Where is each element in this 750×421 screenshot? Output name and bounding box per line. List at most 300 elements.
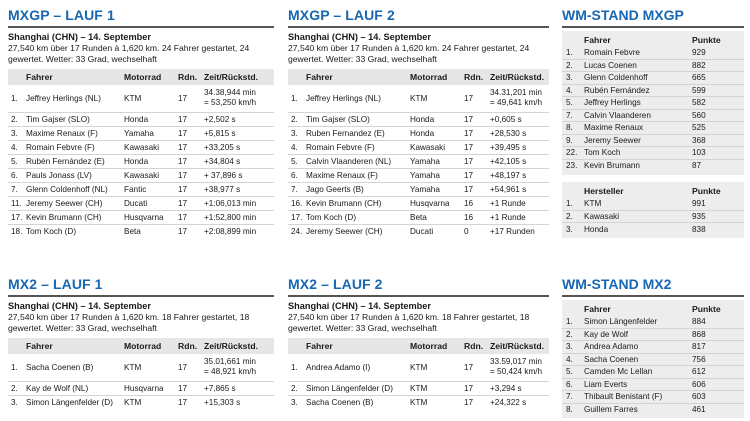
position-cell: 2. xyxy=(11,115,18,124)
time-value: 33.59,017 min xyxy=(490,357,542,367)
mx2-lauf1-rows xyxy=(8,354,274,410)
time-cell xyxy=(204,197,274,211)
time-value: +28,530 s xyxy=(490,129,527,138)
rider-cell: Jeffrey Herlings (NL) xyxy=(306,93,381,103)
name-cell: Maxime Renaux xyxy=(584,123,644,133)
mxgp-lauf2-info: 27,540 km über 17 Runden à 1,620 km. 24 Fahrer gestartet, 24 gewertet. Wetter: 33 Grad, wechselhaft xyxy=(288,42,530,64)
time-cell xyxy=(204,382,274,396)
position-cell: 7. xyxy=(566,392,573,402)
time-value: +34,804 s xyxy=(204,157,241,166)
standings-row xyxy=(562,210,744,223)
bike-cell: KTM xyxy=(410,398,428,408)
position-cell: 1. xyxy=(566,199,573,208)
time-cell xyxy=(204,225,274,239)
bike-cell: Ducati xyxy=(124,199,148,208)
time-cell xyxy=(490,211,549,225)
name-cell: KTM xyxy=(584,199,602,208)
time-value: +1 Runde xyxy=(490,199,526,208)
standings-row xyxy=(562,391,744,404)
col-rdn: Rdn. xyxy=(178,340,198,351)
time-cell xyxy=(204,85,274,113)
col-hersteller: Hersteller xyxy=(584,185,624,196)
position-cell: 2. xyxy=(566,60,573,70)
rider-cell: Jeremy Seewer (CH) xyxy=(26,199,103,208)
table-row xyxy=(8,225,274,239)
table-row xyxy=(8,382,274,396)
laps-cell: 17 xyxy=(464,362,474,372)
divider xyxy=(288,295,549,297)
table-row xyxy=(288,113,549,127)
col-punkte: Punkte xyxy=(692,303,721,314)
mx2-lauf2-title: MX2 – LAUF 2 xyxy=(288,276,383,292)
time-value: +24,322 s xyxy=(490,398,527,408)
position-cell: 3. xyxy=(566,224,573,234)
bike-cell: Kawasaki xyxy=(410,143,446,152)
time-cell xyxy=(204,354,274,382)
position-cell: 5. xyxy=(566,98,573,108)
mx2-lauf1-location: Shanghai (CHN) – 14. September xyxy=(8,300,151,311)
time-value: +1 Runde xyxy=(490,213,526,222)
panel-mx2-lauf1 xyxy=(8,276,274,410)
laps-cell: 17 xyxy=(464,398,474,408)
time-cell xyxy=(204,127,274,141)
time-value: +17 Runden xyxy=(490,227,535,237)
divider xyxy=(562,295,744,297)
col-fahrer: Fahrer xyxy=(584,34,611,45)
standings-row xyxy=(562,147,744,160)
mx2-lauf2-location: Shanghai (CHN) – 14. September xyxy=(288,300,431,311)
bike-cell: Yamaha xyxy=(410,185,440,194)
col-motorrad: Motorrad xyxy=(124,340,162,351)
position-cell: 6. xyxy=(566,379,573,389)
time-value: +3,294 s xyxy=(490,384,522,393)
rider-cell: Simon Längenfelder (D) xyxy=(306,384,393,393)
rider-cell: Sacha Coenen (B) xyxy=(306,398,374,408)
panel-wm-stand-mx2 xyxy=(562,276,744,418)
position-cell: 2. xyxy=(566,329,573,339)
time-value: +33,205 s xyxy=(204,143,241,152)
bike-cell: KTM xyxy=(124,362,142,372)
mxgp-lauf2-location: Shanghai (CHN) – 14. September xyxy=(288,31,431,42)
time-cell xyxy=(204,155,274,169)
position-cell: 22. xyxy=(566,148,578,158)
bike-cell: Beta xyxy=(124,227,141,237)
rider-cell: Simon Längenfelder (D) xyxy=(26,398,113,408)
table-row xyxy=(8,113,274,127)
table-row xyxy=(8,183,274,197)
table-header-row xyxy=(288,338,549,354)
table-row xyxy=(8,141,274,155)
col-zeit: Zeit/Rückstd. xyxy=(490,71,544,82)
laps-cell: 17 xyxy=(464,171,474,180)
position-cell: 9. xyxy=(566,135,573,145)
time-cell xyxy=(490,85,549,113)
laps-cell: 17 xyxy=(178,227,188,237)
bike-cell: KTM xyxy=(124,398,142,408)
rider-cell: Kevin Brumann (CH) xyxy=(306,199,382,208)
standings-row xyxy=(562,341,744,354)
time-value: +48,197 s xyxy=(490,171,527,180)
name-cell: Kawasaki xyxy=(584,211,620,221)
name-cell: Rubén Fernández xyxy=(584,85,650,95)
time-cell xyxy=(490,141,549,155)
position-cell: 2. xyxy=(566,211,573,221)
points-cell: 603 xyxy=(692,392,706,402)
position-cell: 23. xyxy=(566,161,578,170)
name-cell: Tom Koch xyxy=(584,148,621,158)
divider xyxy=(562,26,744,28)
time-cell xyxy=(204,396,274,410)
name-cell: Honda xyxy=(584,224,609,234)
table-header-row xyxy=(562,33,744,47)
col-rdn: Rdn. xyxy=(178,71,198,82)
rider-cell: Romain Febvre (F) xyxy=(26,143,95,152)
table-row xyxy=(288,183,549,197)
wm-mxgp-box xyxy=(562,31,744,175)
time-cell xyxy=(204,169,274,183)
bike-cell: KTM xyxy=(410,384,428,393)
time-cell xyxy=(204,183,274,197)
col-fahrer: Fahrer xyxy=(26,340,53,351)
points-cell: 756 xyxy=(692,354,706,364)
points-cell: 882 xyxy=(692,60,706,70)
col-punkte: Punkte xyxy=(692,34,721,45)
position-cell: 3. xyxy=(566,73,573,83)
panel-wm-stand-mxgp xyxy=(562,7,744,238)
table-row xyxy=(8,211,274,225)
name-cell: Camden Mc Lellan xyxy=(584,367,653,377)
bike-cell: KTM xyxy=(410,362,428,372)
position-cell: 2. xyxy=(11,384,18,393)
time-value: +1:52,800 min xyxy=(204,213,257,222)
name-cell: Guillem Farres xyxy=(584,405,638,414)
time-cell xyxy=(204,113,274,127)
position-cell: 11. xyxy=(11,199,22,208)
col-fahrer: Fahrer xyxy=(584,303,611,314)
mxgp-lauf2-title: MXGP – LAUF 2 xyxy=(288,7,395,23)
rider-cell: Jeffrey Herlings (NL) xyxy=(26,93,101,103)
time-value: +39,495 s xyxy=(490,143,527,152)
points-cell: 560 xyxy=(692,110,706,120)
laps-cell: 17 xyxy=(178,171,188,180)
name-cell: Glenn Coldenhoff xyxy=(584,73,648,83)
laps-cell: 17 xyxy=(178,185,188,194)
rider-cell: Romain Febvre (F) xyxy=(306,143,375,152)
points-cell: 868 xyxy=(692,329,706,339)
mxgp-lauf2-table xyxy=(288,69,549,239)
speed-value: = 48,921 km/h xyxy=(204,367,257,377)
table-row xyxy=(288,211,549,225)
laps-cell: 17 xyxy=(464,93,474,103)
name-cell: Sacha Coenen xyxy=(584,354,639,364)
rider-cell: Maxime Renaux (F) xyxy=(306,171,378,180)
position-cell: 7. xyxy=(11,185,18,194)
table-row xyxy=(8,354,274,382)
standings-row xyxy=(562,378,744,391)
position-cell: 5. xyxy=(291,157,298,166)
time-cell xyxy=(490,155,549,169)
wm-mxgp-hersteller-box xyxy=(562,182,744,239)
time-cell xyxy=(490,169,549,183)
time-value: + 37,896 s xyxy=(204,171,243,180)
wm-mxgp-hersteller-rows xyxy=(562,198,744,236)
position-cell: 7. xyxy=(291,185,298,194)
points-cell: 612 xyxy=(692,367,706,377)
table-row xyxy=(8,396,274,410)
position-cell: 17. xyxy=(11,213,23,222)
bike-cell: Husqvarna xyxy=(410,199,450,208)
points-cell: 599 xyxy=(692,85,706,95)
position-cell: 2. xyxy=(291,384,298,393)
name-cell: Romain Febvre xyxy=(584,48,640,57)
col-rdn: Rdn. xyxy=(464,71,484,82)
bike-cell: KTM xyxy=(410,93,428,103)
time-value: +38,977 s xyxy=(204,185,241,194)
position-cell: 16. xyxy=(291,199,303,208)
bike-cell: Honda xyxy=(124,157,149,166)
mx2-lauf1-title: MX2 – LAUF 1 xyxy=(8,276,103,292)
laps-cell: 17 xyxy=(464,129,474,138)
rider-cell: Sacha Coenen (B) xyxy=(26,362,94,372)
points-cell: 606 xyxy=(692,379,706,389)
time-cell xyxy=(490,197,549,211)
laps-cell: 17 xyxy=(464,384,474,393)
position-cell: 4. xyxy=(291,143,298,152)
position-cell: 5. xyxy=(11,157,18,166)
position-cell: 5. xyxy=(566,367,573,377)
col-punkte: Punkte xyxy=(692,185,721,196)
position-cell: 1. xyxy=(291,362,298,372)
name-cell: Liam Everts xyxy=(584,379,628,389)
position-cell: 6. xyxy=(291,171,298,180)
time-value: +42,105 s xyxy=(490,157,527,166)
table-header-row xyxy=(8,338,274,354)
col-motorrad: Motorrad xyxy=(410,340,448,351)
standings-row xyxy=(562,72,744,85)
position-cell: 24. xyxy=(291,227,303,237)
bike-cell: Yamaha xyxy=(124,129,154,138)
bike-cell: Kawasaki xyxy=(124,171,160,180)
table-row xyxy=(288,197,549,211)
time-cell xyxy=(490,396,549,410)
name-cell: Jeremy Seewer xyxy=(584,135,641,145)
table-header-row xyxy=(288,69,549,85)
position-cell: 7. xyxy=(566,110,573,120)
time-value: 34.38,944 min xyxy=(204,88,256,98)
position-cell: 8. xyxy=(566,123,573,133)
standings-row xyxy=(562,84,744,97)
position-cell: 3. xyxy=(11,129,18,138)
time-cell xyxy=(490,382,549,396)
standings-row xyxy=(562,198,744,211)
points-cell: 665 xyxy=(692,73,706,83)
points-cell: 461 xyxy=(692,405,706,414)
laps-cell: 17 xyxy=(178,213,188,222)
name-cell: Calvin Vlaanderen xyxy=(584,110,651,120)
col-fahrer: Fahrer xyxy=(26,71,53,82)
table-row xyxy=(8,85,274,113)
mxgp-lauf1-table xyxy=(8,69,274,239)
standings-row xyxy=(562,223,744,236)
laps-cell: 17 xyxy=(178,143,188,152)
divider xyxy=(8,26,274,28)
bike-cell: Kawasaki xyxy=(124,143,160,152)
mx2-lauf2-rows xyxy=(288,354,549,410)
laps-cell: 16 xyxy=(464,213,474,222)
standings-row xyxy=(562,122,744,135)
time-cell xyxy=(204,211,274,225)
col-rdn: Rdn. xyxy=(464,340,484,351)
position-cell: 4. xyxy=(566,85,573,95)
wm-mx2-rows xyxy=(562,316,744,416)
col-fahrer: Fahrer xyxy=(306,71,333,82)
laps-cell: 17 xyxy=(464,115,474,124)
points-cell: 838 xyxy=(692,224,706,234)
rider-cell: Jago Geerts (B) xyxy=(306,185,364,194)
points-cell: 929 xyxy=(692,48,706,57)
wm-mxgp-hersteller-table xyxy=(562,184,744,236)
time-value: +2:08,899 min xyxy=(204,227,257,237)
time-cell xyxy=(490,183,549,197)
name-cell: Kay de Wolf xyxy=(584,329,628,339)
laps-cell: 16 xyxy=(464,199,474,208)
col-zeit: Zeit/Rückstd. xyxy=(204,71,258,82)
position-cell: 3. xyxy=(11,398,18,408)
wm-mxgp-title: WM-STAND MXGP xyxy=(562,7,684,23)
points-cell: 817 xyxy=(692,342,706,352)
laps-cell: 17 xyxy=(178,157,188,166)
table-row xyxy=(288,225,549,239)
divider xyxy=(8,295,274,297)
mx2-lauf2-table xyxy=(288,338,549,410)
laps-cell: 17 xyxy=(178,115,188,124)
bike-cell: Honda xyxy=(124,115,149,124)
position-cell: 1. xyxy=(291,93,298,103)
table-row xyxy=(288,169,549,183)
table-row xyxy=(8,155,274,169)
position-cell: 17. xyxy=(291,213,303,222)
name-cell: Jeffrey Herlings xyxy=(584,98,641,108)
points-cell: 884 xyxy=(692,317,706,326)
standings-row xyxy=(562,316,744,329)
laps-cell: 0 xyxy=(464,227,469,237)
wm-mx2-title: WM-STAND MX2 xyxy=(562,276,672,292)
time-value: +54,961 s xyxy=(490,185,527,194)
rider-cell: Andrea Adamo (I) xyxy=(306,362,371,372)
bike-cell: Yamaha xyxy=(410,171,440,180)
position-cell: 4. xyxy=(11,143,18,152)
table-row xyxy=(288,141,549,155)
laps-cell: 17 xyxy=(178,199,188,208)
time-value: 35.01,661 min xyxy=(204,357,256,367)
standings-row xyxy=(562,47,744,60)
table-row xyxy=(288,127,549,141)
col-zeit: Zeit/Rückstd. xyxy=(490,340,544,351)
col-motorrad: Motorrad xyxy=(410,71,448,82)
name-cell: Simon Längenfelder xyxy=(584,317,658,326)
time-cell xyxy=(490,113,549,127)
bike-cell: Fantic xyxy=(124,185,147,194)
points-cell: 582 xyxy=(692,98,706,108)
panel-mxgp-lauf1 xyxy=(8,7,274,239)
bike-cell: Ducati xyxy=(410,227,434,237)
rider-cell: Kevin Brumann (CH) xyxy=(26,213,102,222)
speed-value: = 53,250 km/h xyxy=(204,98,257,108)
mxgp-lauf1-rows xyxy=(8,85,274,239)
wm-mx2-table xyxy=(562,302,744,416)
time-cell xyxy=(490,127,549,141)
name-cell: Kevin Brumann xyxy=(584,161,640,170)
rider-cell: Calvin Vlaanderen (NL) xyxy=(306,157,392,166)
rider-cell: Tom Koch (D) xyxy=(26,227,77,237)
mxgp-lauf2-rows xyxy=(288,85,549,239)
standings-row xyxy=(562,159,744,172)
rider-cell: Tom Koch (D) xyxy=(306,213,357,222)
table-row xyxy=(288,354,549,382)
time-value: +2,502 s xyxy=(204,115,236,124)
time-value: +5,815 s xyxy=(204,129,236,138)
standings-row xyxy=(562,353,744,366)
rider-cell: Kay de Wolf (NL) xyxy=(26,384,89,393)
mx2-lauf1-table xyxy=(8,338,274,410)
wm-mxgp-rows xyxy=(562,47,744,172)
time-value: +1:06,013 min xyxy=(204,199,257,208)
rider-cell: Rubén Fernández (E) xyxy=(26,157,105,166)
mxgp-lauf1-title: MXGP – LAUF 1 xyxy=(8,7,115,23)
table-header-row xyxy=(8,69,274,85)
standings-row xyxy=(562,366,744,379)
points-cell: 103 xyxy=(692,148,706,158)
rider-cell: Pauls Jonass (LV) xyxy=(26,171,92,180)
table-row xyxy=(288,396,549,410)
name-cell: Lucas Coenen xyxy=(584,60,637,70)
rider-cell: Glenn Coldenhoff (NL) xyxy=(26,185,108,194)
time-value: +7,865 s xyxy=(204,384,236,393)
time-cell xyxy=(204,141,274,155)
speed-value: = 50,424 km/h xyxy=(490,367,543,377)
position-cell: 4. xyxy=(566,354,573,364)
points-cell: 87 xyxy=(692,161,702,170)
rider-cell: Tim Gajser (SLO) xyxy=(306,115,370,124)
wm-mxgp-table xyxy=(562,33,744,172)
standings-row xyxy=(562,109,744,122)
laps-cell: 17 xyxy=(178,384,188,393)
table-row xyxy=(8,197,274,211)
laps-cell: 17 xyxy=(464,157,474,166)
bike-cell: KTM xyxy=(124,93,142,103)
wm-mx2-box xyxy=(562,300,744,418)
standings-row xyxy=(562,403,744,416)
standings-row xyxy=(562,59,744,72)
points-cell: 935 xyxy=(692,211,706,221)
time-cell xyxy=(490,225,549,239)
laps-cell: 17 xyxy=(178,362,188,372)
points-cell: 368 xyxy=(692,135,706,145)
bike-cell: Honda xyxy=(410,115,435,124)
name-cell: Thibault Benistant (F) xyxy=(584,392,663,402)
rider-cell: Ruben Fernandez (E) xyxy=(306,129,385,138)
position-cell: 1. xyxy=(566,317,573,326)
table-header-row xyxy=(562,184,744,198)
time-value: +0,605 s xyxy=(490,115,522,124)
rider-cell: Maxime Renaux (F) xyxy=(26,129,98,138)
position-cell: 3. xyxy=(566,342,573,352)
table-row xyxy=(8,169,274,183)
standings-row xyxy=(562,328,744,341)
laps-cell: 17 xyxy=(178,398,188,408)
mxgp-lauf1-info: 27,540 km über 17 Runden à 1,620 km. 24 Fahrer gestartet, 24 gewertet. Wetter: 33 Grad, wechselhaft xyxy=(8,42,250,64)
laps-cell: 17 xyxy=(178,129,188,138)
